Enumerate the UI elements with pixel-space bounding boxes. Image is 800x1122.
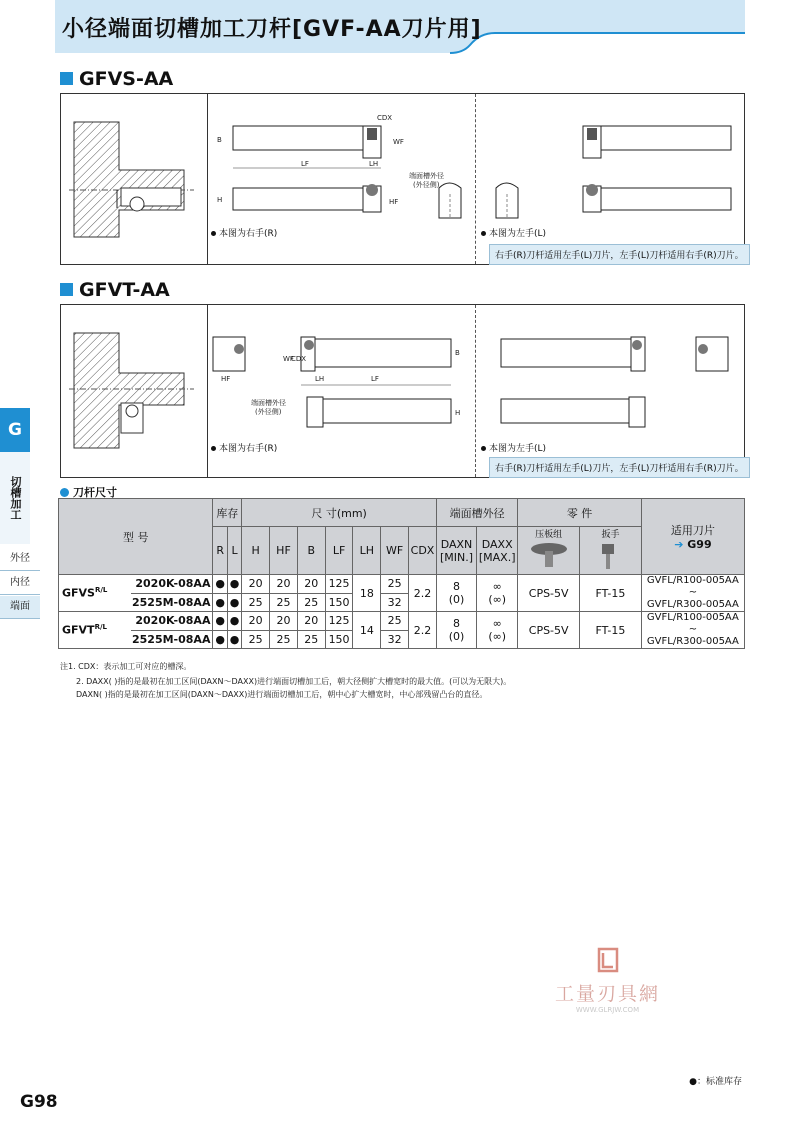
dim-b: B [217,136,222,144]
cell-lh: 14 [353,612,381,649]
groove-label-1: 端面槽外径 [251,399,286,407]
cell-wf: 25 [381,612,409,631]
stock-l: ● [227,575,241,594]
dim-lh: LH [369,160,379,168]
cell-hf: 25 [270,630,298,649]
header-dimensions: 尺 寸(mm) [242,499,437,527]
header-stock: 库存 [213,499,242,527]
side-tab-inner-diameter[interactable]: 内径 [0,572,40,595]
side-tab-category[interactable]: 切槽加工 [0,452,30,544]
left-hand-views-icon [481,106,741,234]
cell-lh: 18 [353,575,381,612]
cell-lf: 150 [325,593,353,612]
cell-wrench: FT-15 [580,575,642,612]
header-r: R [213,527,227,575]
header-l: L [227,527,241,575]
spec-heading: 刀杆尺寸 [60,484,117,500]
header-groove-dia: 端面槽外径 [436,499,517,527]
model-code: 2020K-08AA [131,612,213,631]
stock-l: ● [227,612,241,631]
wrench-icon [588,540,632,570]
stock-l: ● [227,630,241,649]
stock-r: ● [213,630,227,649]
header-lf: LF [325,527,353,575]
dim-b: B [455,349,460,357]
dimension-labels [211,317,473,445]
table-row [59,575,745,594]
hand-rule-note: 右手(R)刀杆适用左手(L)刀片，左手(L)刀杆适用右手(R)刀片。 [489,457,750,478]
dim-wf: WF [393,138,404,146]
page-number: G98 [20,1092,58,1112]
section-title-gfvt [60,279,170,301]
cell-wf: 32 [381,630,409,649]
header-wrench: 扳手 [580,527,642,575]
dim-cdx: CDX [377,114,393,122]
dim-hf: HF [221,375,231,383]
watermark-logo-icon [593,945,623,975]
dim-h: H [217,196,223,204]
workpiece-sketch-icon [69,112,199,242]
cell-b: 25 [297,630,325,649]
heading-dot-icon [60,488,69,497]
cell-lf: 125 [325,575,353,594]
cell-blade: GVFL/R100-005AA ~ GVFL/R300-005AA [641,575,744,612]
cell-cdx: 2.2 [409,612,437,649]
table-row [59,612,745,631]
header-b: B [297,527,325,575]
section-marker-icon [60,283,73,296]
note-2: 2. DAXX( )指的是最初在加工区间(DAXN～DAXX)进行端面切槽加工后，朝大径侧扩大槽宽时的最大值。(可以为无限大)。 [76,677,512,686]
section-title-gfvs [60,68,173,90]
cell-hf: 25 [270,593,298,612]
cell-h: 25 [242,630,270,649]
side-tab-outer-diameter[interactable]: 外径 [0,548,40,571]
cell-b: 25 [297,593,325,612]
footer-legend: ●：标准库存 [689,1077,742,1087]
cell-h: 20 [242,575,270,594]
left-hand-views-icon [481,317,741,445]
header-cdx: CDX [409,527,437,575]
dim-wf: WF [283,355,294,363]
stock-l: ● [227,593,241,612]
cell-daxx: ∞ (∞) [477,575,518,612]
cell-lf: 150 [325,630,353,649]
cell-b: 20 [297,612,325,631]
cell-wf: 32 [381,593,409,612]
header-daxn: DAXN [MIN.] [436,527,476,575]
note-3: DAXN( )指的是最初在加工区间(DAXN～DAXX)进行端面切槽加工后，朝中心扩大槽宽时，中心部残留凸台的直径。 [76,690,488,699]
header-applicable-blade: 适用刀片 ➔ G99 [641,499,744,575]
side-tab-face[interactable]: 端面 [0,596,40,619]
cell-daxn: 8 (0) [436,575,476,612]
diagram-gfvt [60,304,745,478]
arrow-circle-icon: ➔ [674,538,684,551]
dim-lf: LF [371,375,379,383]
header-clamp: 压板组 [518,527,580,575]
cell-clamp: CPS-5V [518,612,580,649]
cell-daxx: ∞ (∞) [477,612,518,649]
cell-clamp: CPS-5V [518,575,580,612]
dim-lh: LH [315,375,325,383]
note-1: 注1. CDX：表示加工可对应的槽深。 [60,662,192,671]
cell-b: 20 [297,575,325,594]
groove-label-2: (外径侧) [255,408,282,416]
cell-cdx: 2.2 [409,575,437,612]
watermark: 工量刃具網 WWW.GLRJW.COM [540,945,675,1014]
cell-wrench: FT-15 [580,612,642,649]
groove-label-2: (外径侧) [413,181,440,189]
model-family: $GFVT^{R/L}$ [59,612,131,649]
dim-lf: LF [301,160,309,168]
cell-blade: GVFL/R100-005AA ~ GVFL/R300-005AA [641,612,744,649]
cell-lf: 125 [325,612,353,631]
left-hand-note: 本图为左手(L) [481,226,546,239]
blade-ref[interactable]: G99 [687,538,712,551]
cell-h: 25 [242,593,270,612]
dim-h: H [455,409,461,417]
header-model: 型 号 [59,499,213,575]
stock-r: ● [213,612,227,631]
right-hand-note: 本图为右手(R) [211,441,277,454]
section-marker-icon [60,72,73,85]
header-hf: HF [270,527,298,575]
groove-label-1: 端面槽外径 [409,172,444,180]
cell-daxn: 8 (0) [436,612,476,649]
side-tab-letter[interactable]: G [0,408,30,452]
left-hand-note: 本图为左手(L) [481,441,546,454]
header-parts: 零 件 [518,499,642,527]
cell-hf: 20 [270,612,298,631]
hand-rule-note: 右手(R)刀杆适用左手(L)刀片，左手(L)刀杆适用右手(R)刀片。 [489,244,750,265]
model-code: 2020K-08AA [131,575,213,594]
stock-r: ● [213,575,227,594]
dim-hf: HF [389,198,399,206]
dimension-labels [211,106,473,234]
diagram-gfvs [60,93,745,265]
model-family: $GFVS^{R/L}$ [59,575,131,612]
header-lh: LH [353,527,381,575]
model-code: 2525M-08AA [131,630,213,649]
spec-table [58,498,745,649]
page-title: 小径端面切槽加工刀杆[GVF-AA刀片用] [62,17,482,42]
cell-hf: 20 [270,575,298,594]
header-daxx: DAXX [MAX.] [477,527,518,575]
right-hand-note: 本图为右手(R) [211,226,277,239]
dim-cdx: CDX [291,355,307,363]
header-wf: WF [381,527,409,575]
section-title-text: GFVS-AA [79,68,174,90]
model-code: 2525M-08AA [131,593,213,612]
cell-wf: 25 [381,575,409,594]
header-h: H [242,527,270,575]
stock-r: ● [213,593,227,612]
cell-h: 20 [242,612,270,631]
clamp-icon [527,540,571,570]
section-title-text: GFVT-AA [79,279,170,301]
workpiece-sketch-icon [69,323,199,453]
